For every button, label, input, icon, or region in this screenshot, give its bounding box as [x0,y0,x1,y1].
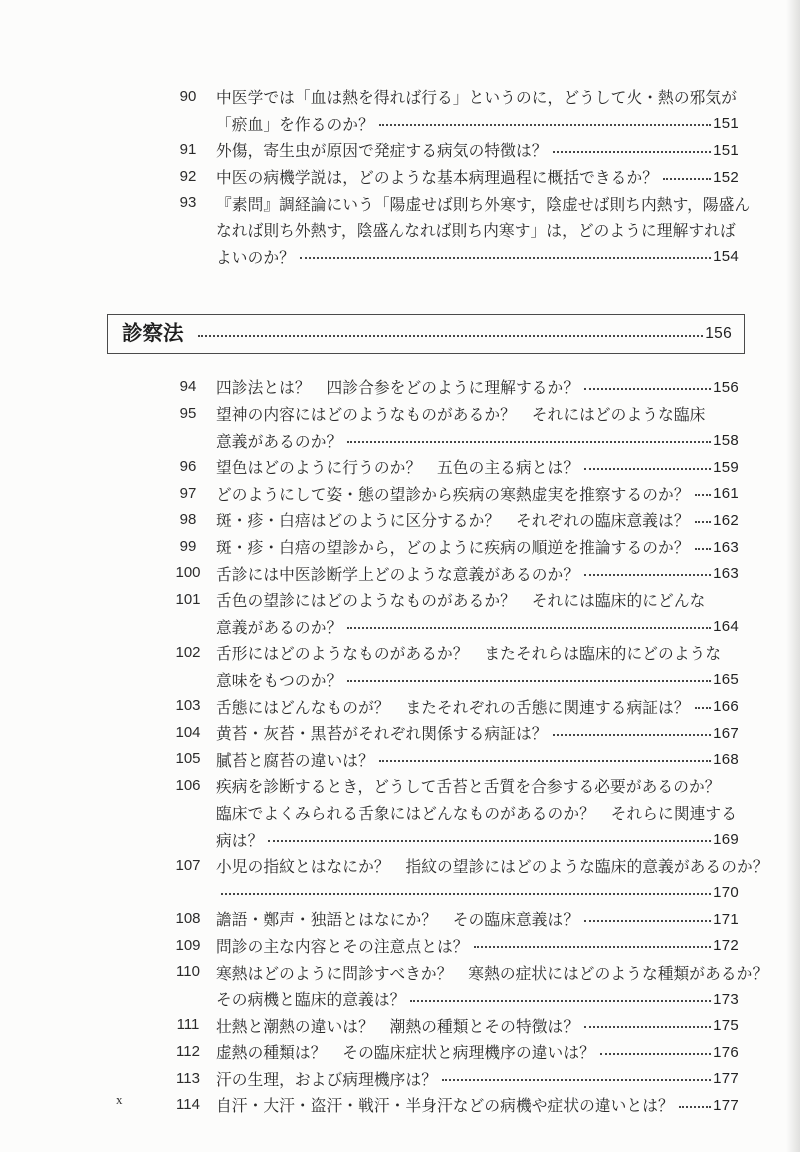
dot-leader [600,1053,711,1055]
entry-page-number: 164 [713,618,739,636]
dot-leader [347,680,711,682]
entry-line [216,401,739,428]
entry-text: 『素問』調経論にいう「陽虚せば則ち外寒す，陰虚せば則ち内熱す，陽盛ん [216,196,751,214]
entry-number: 112 [176,1043,200,1060]
entry-text: 寒熱はどのように問診すべきか？ 寒熱の症状にはどのような種類があるか？ [216,965,769,983]
entry-text: 外傷，寄生虫が原因で発症する病気の特徴は？ [216,143,548,161]
entry-number: 103 [175,697,201,715]
toc-entry [168,959,769,1012]
entry-page-number: 173 [713,990,739,1008]
entry-page-number: 152 [713,168,739,186]
entry-page-number: 177 [713,1096,739,1114]
entry-text: 「瘀血」を作るのか？ [216,116,374,134]
dot-leader [553,151,712,153]
entry-number: 93 [179,194,197,212]
entry-page-number: 166 [713,698,739,716]
entry-line [216,746,739,773]
dot-leader [663,178,711,180]
entry-text: 意義があるのか？ [216,433,343,451]
entry-text: 譫語・鄭声・独語とはなにか？ その臨床意義は？ [216,912,580,930]
entry-number: 110 [176,963,200,981]
folio-page-number: x [116,1092,123,1107]
entry-text: 虚熱の種類は？ その臨床症状と病理機序の違いは？ [216,1045,595,1063]
entry-page-number: 177 [713,1070,739,1088]
toc-entry [168,374,739,401]
entry-text: 中医の病機学説は，どのような基本病理過程に概括できるか？ [216,170,659,188]
entry-text: どのようにして姿・態の望診から疾病の寒熱虚実を推察するのか？ [216,486,690,504]
dot-leader [442,1079,711,1081]
entry-line [216,933,739,960]
dot-leader [695,548,711,550]
entry-number: 109 [175,936,201,954]
toc-entry [168,720,739,747]
dot-leader [679,1106,711,1108]
entry-text: 望色はどのように行うのか？ 五色の主る病とは？ [216,460,580,478]
toc-entry [168,534,739,561]
toc-entry [168,1039,739,1066]
section-header-box [107,314,745,354]
entry-number: 104 [175,723,201,741]
entry-text: 斑・疹・白㾦はどのように区分するか？ それぞれの臨床意義は？ [216,513,690,531]
entry-number: 97 [179,484,197,502]
entry-number: 91 [179,141,197,159]
entry-line [216,853,769,880]
entry-line [216,84,739,111]
entry-page-number: 167 [713,724,739,742]
toc-entry [168,693,739,720]
entry-text: 中医学では「血は熱を得れば行る」というのに，どうして火・熱の邪気が [216,90,737,108]
entry-number: 105 [175,750,201,768]
entry-line [216,587,739,614]
entry-page-number: 175 [713,1017,739,1035]
entry-text: 疾病を診断するとき，どうして舌苔と舌質を合参する必要があるのか？ [216,779,721,797]
toc-entry [168,137,739,164]
entry-number: 98 [179,511,197,529]
entry-page-number: 156 [713,378,739,396]
entry-line [216,1066,739,1093]
dot-leader [584,468,711,470]
entry-page-number: 165 [713,671,739,689]
entry-page-number: 163 [713,538,739,556]
entry-line [216,614,739,641]
entry-text: 斑・疹・白㾦の望診から，どのように疾病の順逆を推論するのか？ [216,540,690,558]
entry-line [216,720,739,747]
entry-text: 問診の主な内容とその注意点とは？ [216,938,469,956]
entry-page-number: 159 [713,458,739,476]
entry-page-number: 163 [713,565,739,583]
entry-number: 100 [175,564,201,582]
dot-leader [695,521,711,523]
toc-entry [168,746,739,773]
entry-number: 107 [175,856,201,874]
dot-leader [695,494,711,496]
toc-entry [168,853,769,906]
entry-number: 94 [179,378,197,396]
entry-line [216,374,739,401]
toc-entry [168,1012,739,1039]
entry-text: 意義があるのか？ [216,619,343,637]
entry-number: 101 [175,590,201,608]
toc-entry [168,84,739,137]
entry-number: 108 [175,910,201,928]
dot-leader [584,388,711,390]
entry-number: 99 [179,537,197,555]
toc-entry [168,640,739,693]
entry-text: 汗の生理，および病理機序は？ [216,1071,438,1089]
entry-text: 病は？ [216,832,264,850]
entry-line [216,826,739,853]
toc-entries-main [168,374,769,1119]
entry-number: 102 [175,644,201,662]
entry-page-number: 169 [713,831,739,849]
section-page-number: 156 [705,325,732,343]
entry-number: 90 [179,88,197,105]
entry-text: 膩苔と腐苔の違いは？ [216,752,374,770]
entry-number: 96 [179,457,197,475]
entry-page-number: 170 [713,884,739,902]
entry-page-number: 172 [713,937,739,955]
entry-page-number: 154 [713,248,739,266]
entry-number: 92 [179,167,197,185]
entry-number: 111 [176,1016,200,1034]
entry-text: よいのか？ [216,249,295,267]
entry-text: 小児の指紋とはなにか？ 指紋の望診にはどのような臨床的意義があるのか？ [216,859,769,877]
dot-leader [221,893,711,895]
entry-line [216,1039,739,1066]
toc-entry [168,190,751,270]
entry-number: 95 [179,404,197,422]
entry-line [216,190,751,217]
entry-number: 106 [175,777,201,795]
dot-leader [584,574,711,576]
entry-line [216,640,739,667]
entry-line [216,137,739,164]
toc-entries-top [168,84,751,270]
toc-entry [168,401,739,454]
entry-line [216,1092,739,1119]
entry-text: 壮熱と潮熱の違いは？ 潮熱の種類とその特徴は？ [216,1018,580,1036]
toc-entry [168,933,739,960]
entry-page-number: 158 [713,432,739,450]
entry-page-number: 151 [713,141,739,159]
entry-text: なれば則ち外熱す，陰盛んなれば則ち内寒す」は，どのように理解すれば [216,223,736,241]
toc-entry [168,560,739,587]
dot-leader [584,920,711,922]
entry-page-number: 171 [713,910,739,928]
entry-line [216,427,739,454]
dot-leader [553,734,712,736]
entry-text: 黄苔・灰苔・黒苔がそれぞれ関係する病証は？ [216,726,548,744]
entry-line [216,986,739,1013]
dot-leader [347,441,711,443]
dot-leader [198,335,704,337]
entry-line [216,534,739,561]
toc-entry [168,164,739,191]
entry-text: 自汗・大汗・盗汗・戦汗・半身汗などの病機や症状の違いとは？ [216,1098,674,1116]
toc-entry [168,507,739,534]
toc-entry [168,454,739,481]
entry-page-number: 168 [713,751,739,769]
dot-leader [268,840,711,842]
entry-line [216,507,739,534]
entry-text: 舌色の望診にはどのようなものがあるか？ それには臨床的にどんな [216,593,706,611]
dot-leader [379,760,711,762]
entry-line [216,164,739,191]
entry-line [216,111,739,138]
entry-page-number: 162 [713,511,739,529]
toc-entry [168,773,739,853]
toc-entry [168,1092,739,1119]
entry-line [216,481,739,508]
entry-line [216,959,769,986]
entry-line [216,244,739,271]
entry-text: 臨床でよくみられる舌象にはどんなものがあるのか？ それらに関連する [216,805,737,823]
dot-leader [584,1026,711,1028]
entry-line [216,693,739,720]
entry-line [216,454,739,481]
entry-line [216,667,739,694]
entry-line [216,773,739,800]
entry-text: 舌形にはどのようなものがあるか？ またそれらは臨床的にどのような [216,646,722,664]
entry-text: 意味をもつのか？ [216,672,343,690]
entry-page-number: 176 [713,1043,739,1061]
entry-text: 舌態にはどんなものが？ またそれぞれの舌態に関連する病証は？ [216,699,690,717]
dot-leader [410,1000,711,1002]
entry-line [216,1012,739,1039]
entry-page-number: 161 [713,485,739,503]
entry-line [216,879,739,906]
toc-entry [168,906,739,933]
dot-leader [347,627,711,629]
entry-number: 113 [176,1069,200,1087]
entry-text: 四診法とは？ 四診合参をどのように理解するか？ [216,380,580,398]
entry-line [216,560,739,587]
entry-line [216,217,739,244]
entry-text: 舌診には中医診断学上どのような意義があるのか？ [216,566,580,584]
entry-page-number: 151 [713,115,739,133]
dot-leader [695,707,711,709]
entry-line [216,906,739,933]
toc-entry [168,587,739,640]
entry-text: 望神の内容にはどのようなものがあるか？ それにはどのような臨床 [216,407,706,425]
dot-leader [379,124,711,126]
entry-line [216,800,739,827]
toc-entry [168,1066,739,1093]
toc-entry [168,481,739,508]
dot-leader [300,257,711,259]
entry-number: 114 [176,1096,200,1114]
entry-text: その病機と臨床的意義は？ [216,992,406,1010]
section-title: 診察法 [122,322,184,346]
dot-leader [474,946,711,948]
